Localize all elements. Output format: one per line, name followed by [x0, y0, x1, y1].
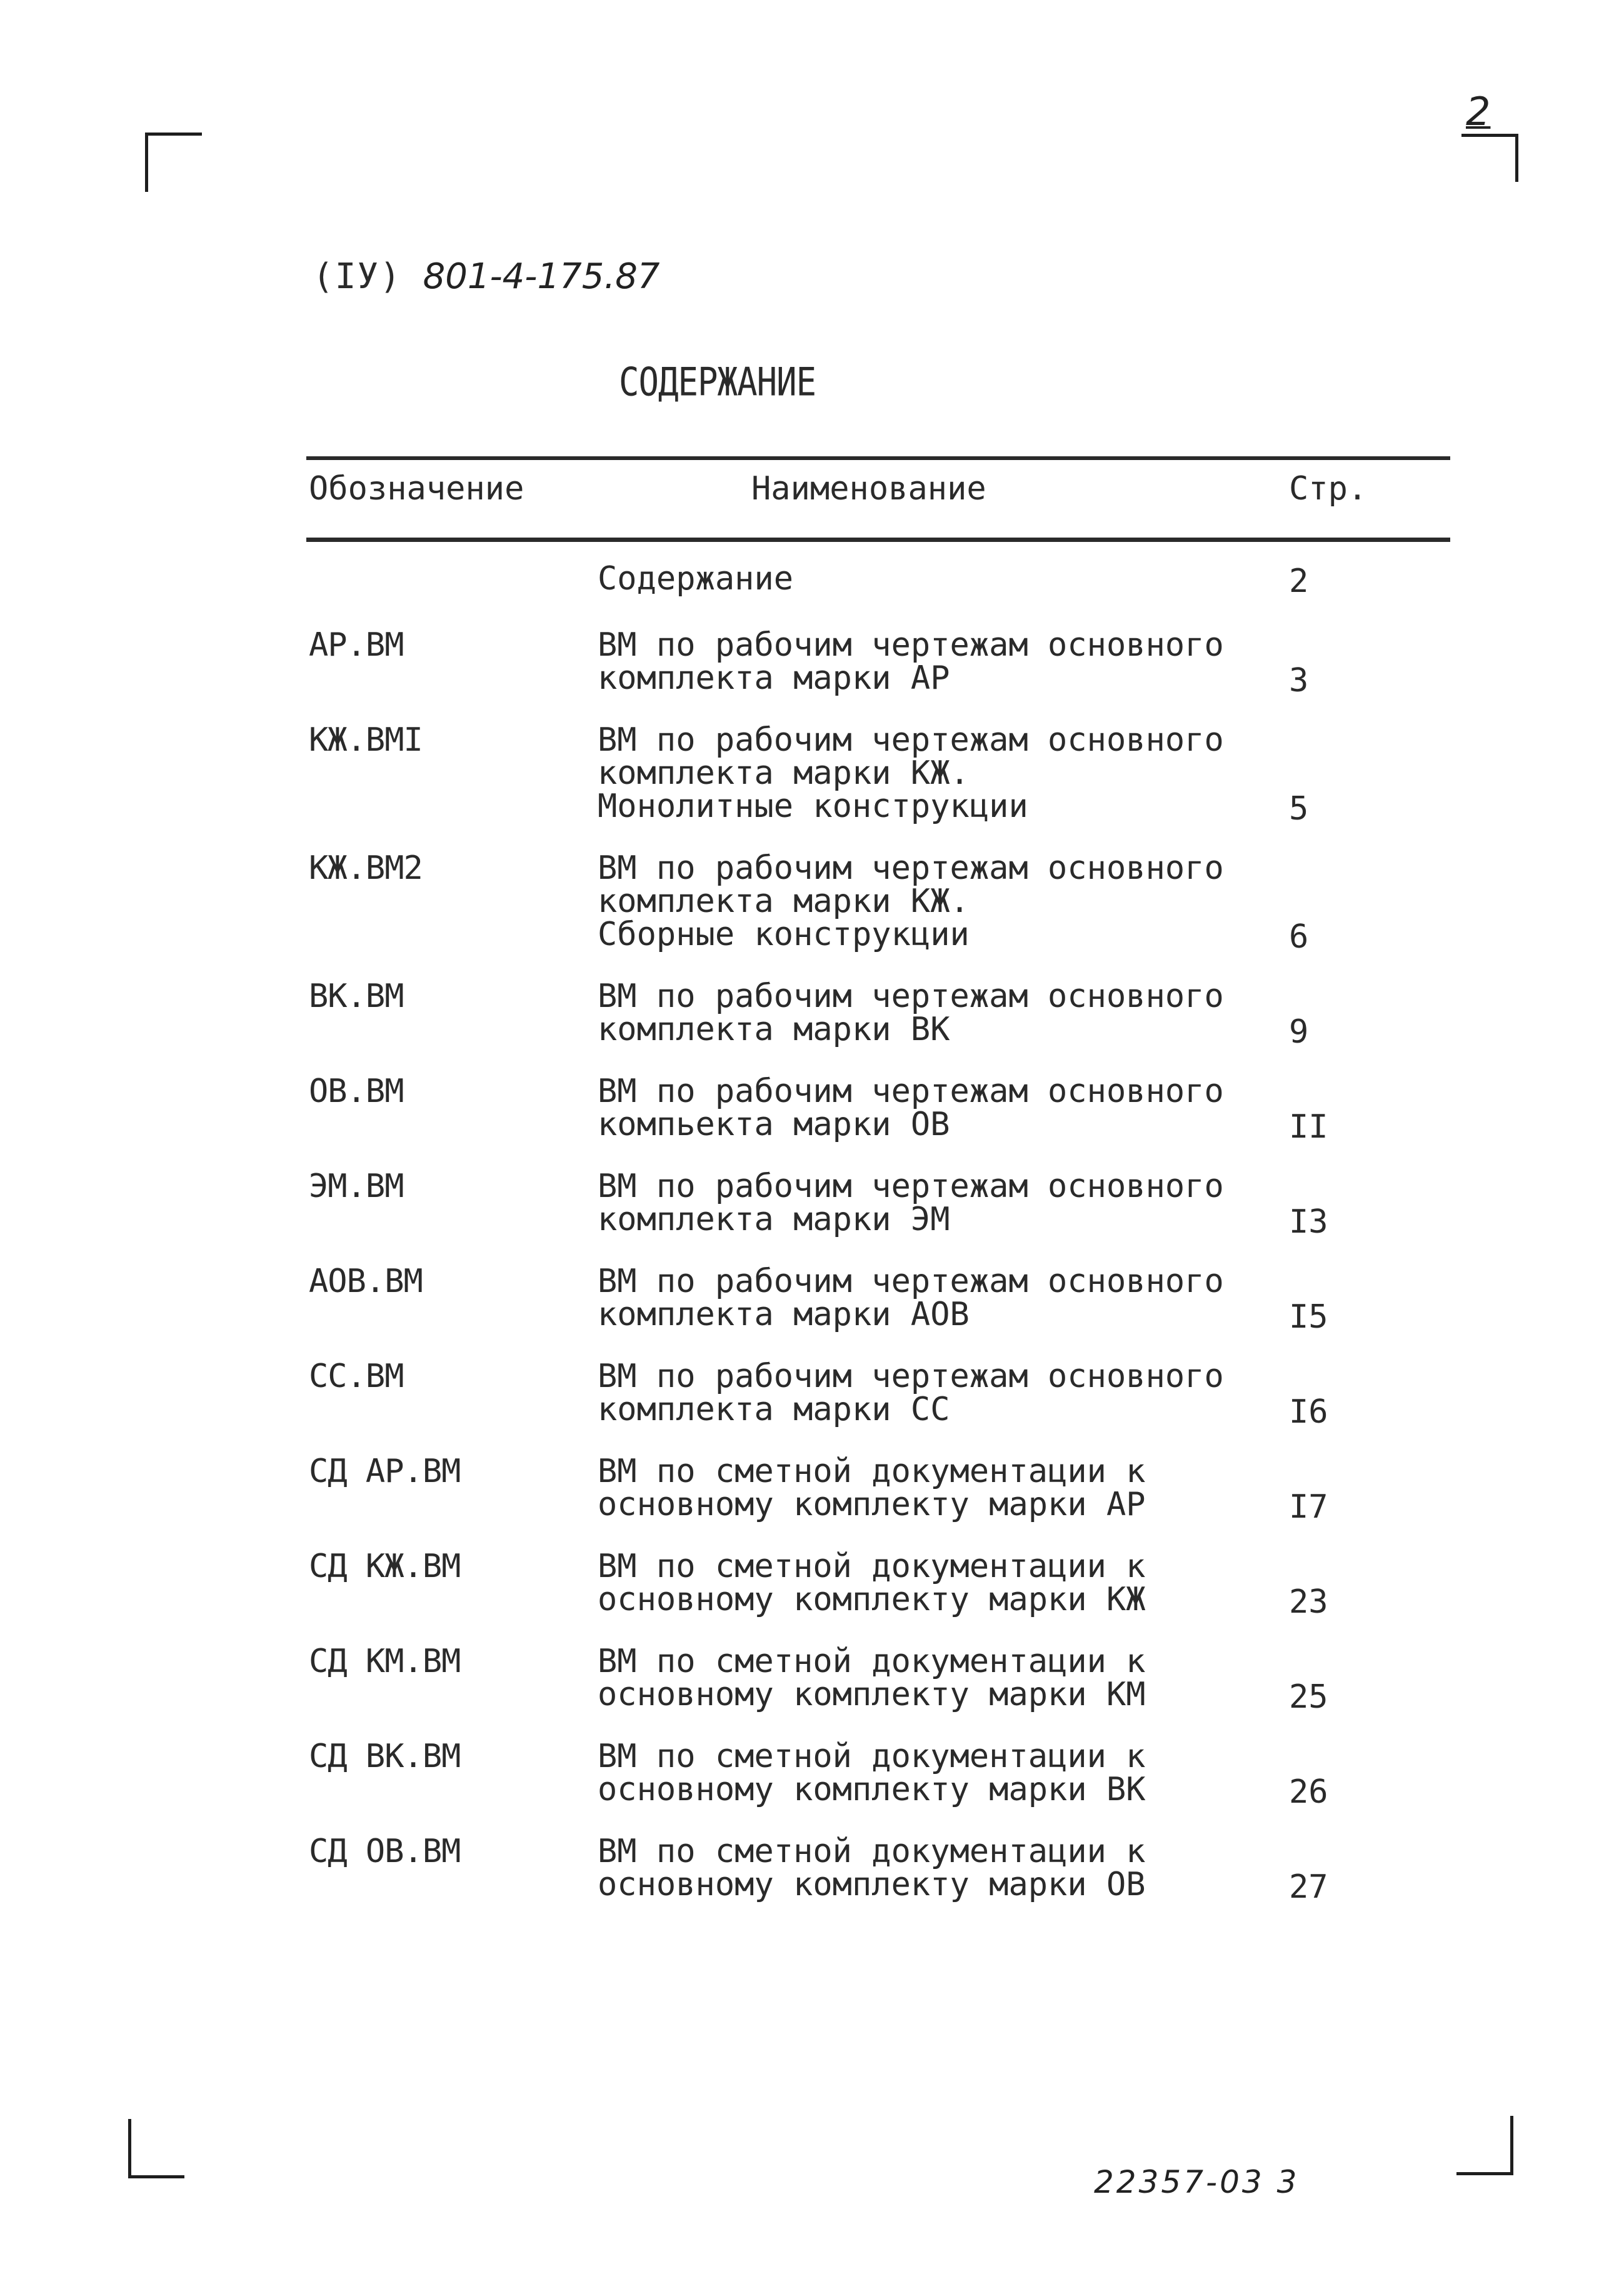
row-code: СС.ВМ [309, 1358, 404, 1395]
table-row [306, 721, 1450, 852]
row-name: ВМ по сметной документации к основному комплекту марки КМ [598, 1643, 1146, 1713]
row-code: СД АР.ВМ [309, 1453, 461, 1490]
row-page: I6 [1289, 1393, 1328, 1431]
row-page: 2 [1289, 563, 1309, 600]
table-row [306, 1170, 1450, 1265]
footer-code: 22357-03 3 [1094, 2164, 1300, 2200]
table-row [306, 1455, 1450, 1550]
table-row [306, 626, 1450, 724]
frame-corner-bottom-right [1456, 2116, 1513, 2175]
table-row [306, 1075, 1450, 1170]
row-name: ВМ по сметной документации к основному комплекту марки ВК [598, 1738, 1146, 1808]
row-page: 26 [1289, 1773, 1328, 1811]
row-code: АОВ.ВМ [309, 1263, 423, 1300]
row-name: ВМ по рабочим чертежам основного комплекта марки АОВ [598, 1263, 1224, 1333]
document-code [313, 256, 659, 297]
document-code-prefix: (IУ) [313, 256, 402, 297]
table-row [306, 1265, 1450, 1360]
row-page: I5 [1289, 1298, 1328, 1336]
row-name: ВМ по рабочим чертежам основного комплекта марки ВК [598, 978, 1224, 1048]
table-header-rule [306, 538, 1450, 542]
table-row [306, 1360, 1450, 1455]
row-code: СД КМ.ВМ [309, 1643, 461, 1680]
table-row [306, 849, 1450, 980]
row-page: 9 [1289, 1013, 1309, 1051]
row-code: СД КЖ.ВМ [309, 1548, 461, 1585]
table-row [306, 560, 1450, 629]
row-name: ВМ по сметной документации к основному комплекту марки АР [598, 1453, 1146, 1523]
table-top-rule [306, 456, 1450, 460]
row-page: 3 [1289, 662, 1309, 699]
table-of-contents [306, 560, 1450, 1930]
row-page: 6 [1289, 918, 1309, 956]
row-code: ВК.ВМ [309, 978, 404, 1015]
row-name: Содержание [598, 560, 794, 598]
frame-corner-top-right [1461, 134, 1518, 182]
row-name: ВМ по сметной документации к основному комплекту марки ОВ [598, 1833, 1146, 1903]
row-page: 23 [1289, 1583, 1328, 1621]
column-header-name: Наименование [751, 470, 986, 508]
row-name: ВМ по рабочим чертежам основного компьекта марки ОВ [598, 1073, 1224, 1143]
row-code: КЖ.ВМ2 [309, 849, 423, 887]
row-page: 5 [1289, 790, 1309, 828]
row-page: 27 [1289, 1868, 1328, 1906]
row-name: ВМ по рабочим чертежам основного комплекта марки СС [598, 1358, 1224, 1428]
page-number: 2 [1466, 89, 1491, 134]
row-page: I3 [1289, 1203, 1328, 1241]
row-page: 25 [1289, 1678, 1328, 1716]
row-name: ВМ по рабочим чертежам основного комплекта марки ЭМ [598, 1168, 1224, 1238]
table-row [306, 1740, 1450, 1835]
column-header-page: Стр. [1289, 470, 1368, 508]
table-row [306, 1550, 1450, 1645]
row-code: СД ОВ.ВМ [309, 1833, 461, 1870]
row-code: СД ВК.ВМ [309, 1738, 461, 1775]
page-title: СОДЕРЖАНИЕ [619, 359, 816, 405]
column-header-code: Обозначение [309, 470, 524, 508]
table-row [306, 1645, 1450, 1740]
frame-corner-top-left [145, 133, 202, 192]
row-code: ОВ.ВМ [309, 1073, 404, 1110]
frame-corner-bottom-left [128, 2119, 184, 2178]
row-page: II [1289, 1108, 1328, 1146]
document-code-number: 801-4-175.87 [423, 256, 660, 297]
row-name: ВМ по рабочим чертежам основного комплекта марки КЖ. Сборные конструкции [598, 849, 1224, 953]
row-code: КЖ.ВМI [309, 721, 423, 759]
table-row [306, 980, 1450, 1075]
row-code: ЭМ.ВМ [309, 1168, 404, 1205]
row-code: АР.ВМ [309, 626, 404, 664]
row-name: ВМ по сметной документации к основному комплекту марки КЖ [598, 1548, 1146, 1618]
row-name: ВМ по рабочим чертежам основного комплекта марки АР [598, 626, 1224, 697]
row-page: I7 [1289, 1488, 1328, 1526]
row-name: ВМ по рабочим чертежам основного комплекта марки КЖ. Монолитные конструкции [598, 721, 1224, 825]
table-row [306, 1835, 1450, 1930]
